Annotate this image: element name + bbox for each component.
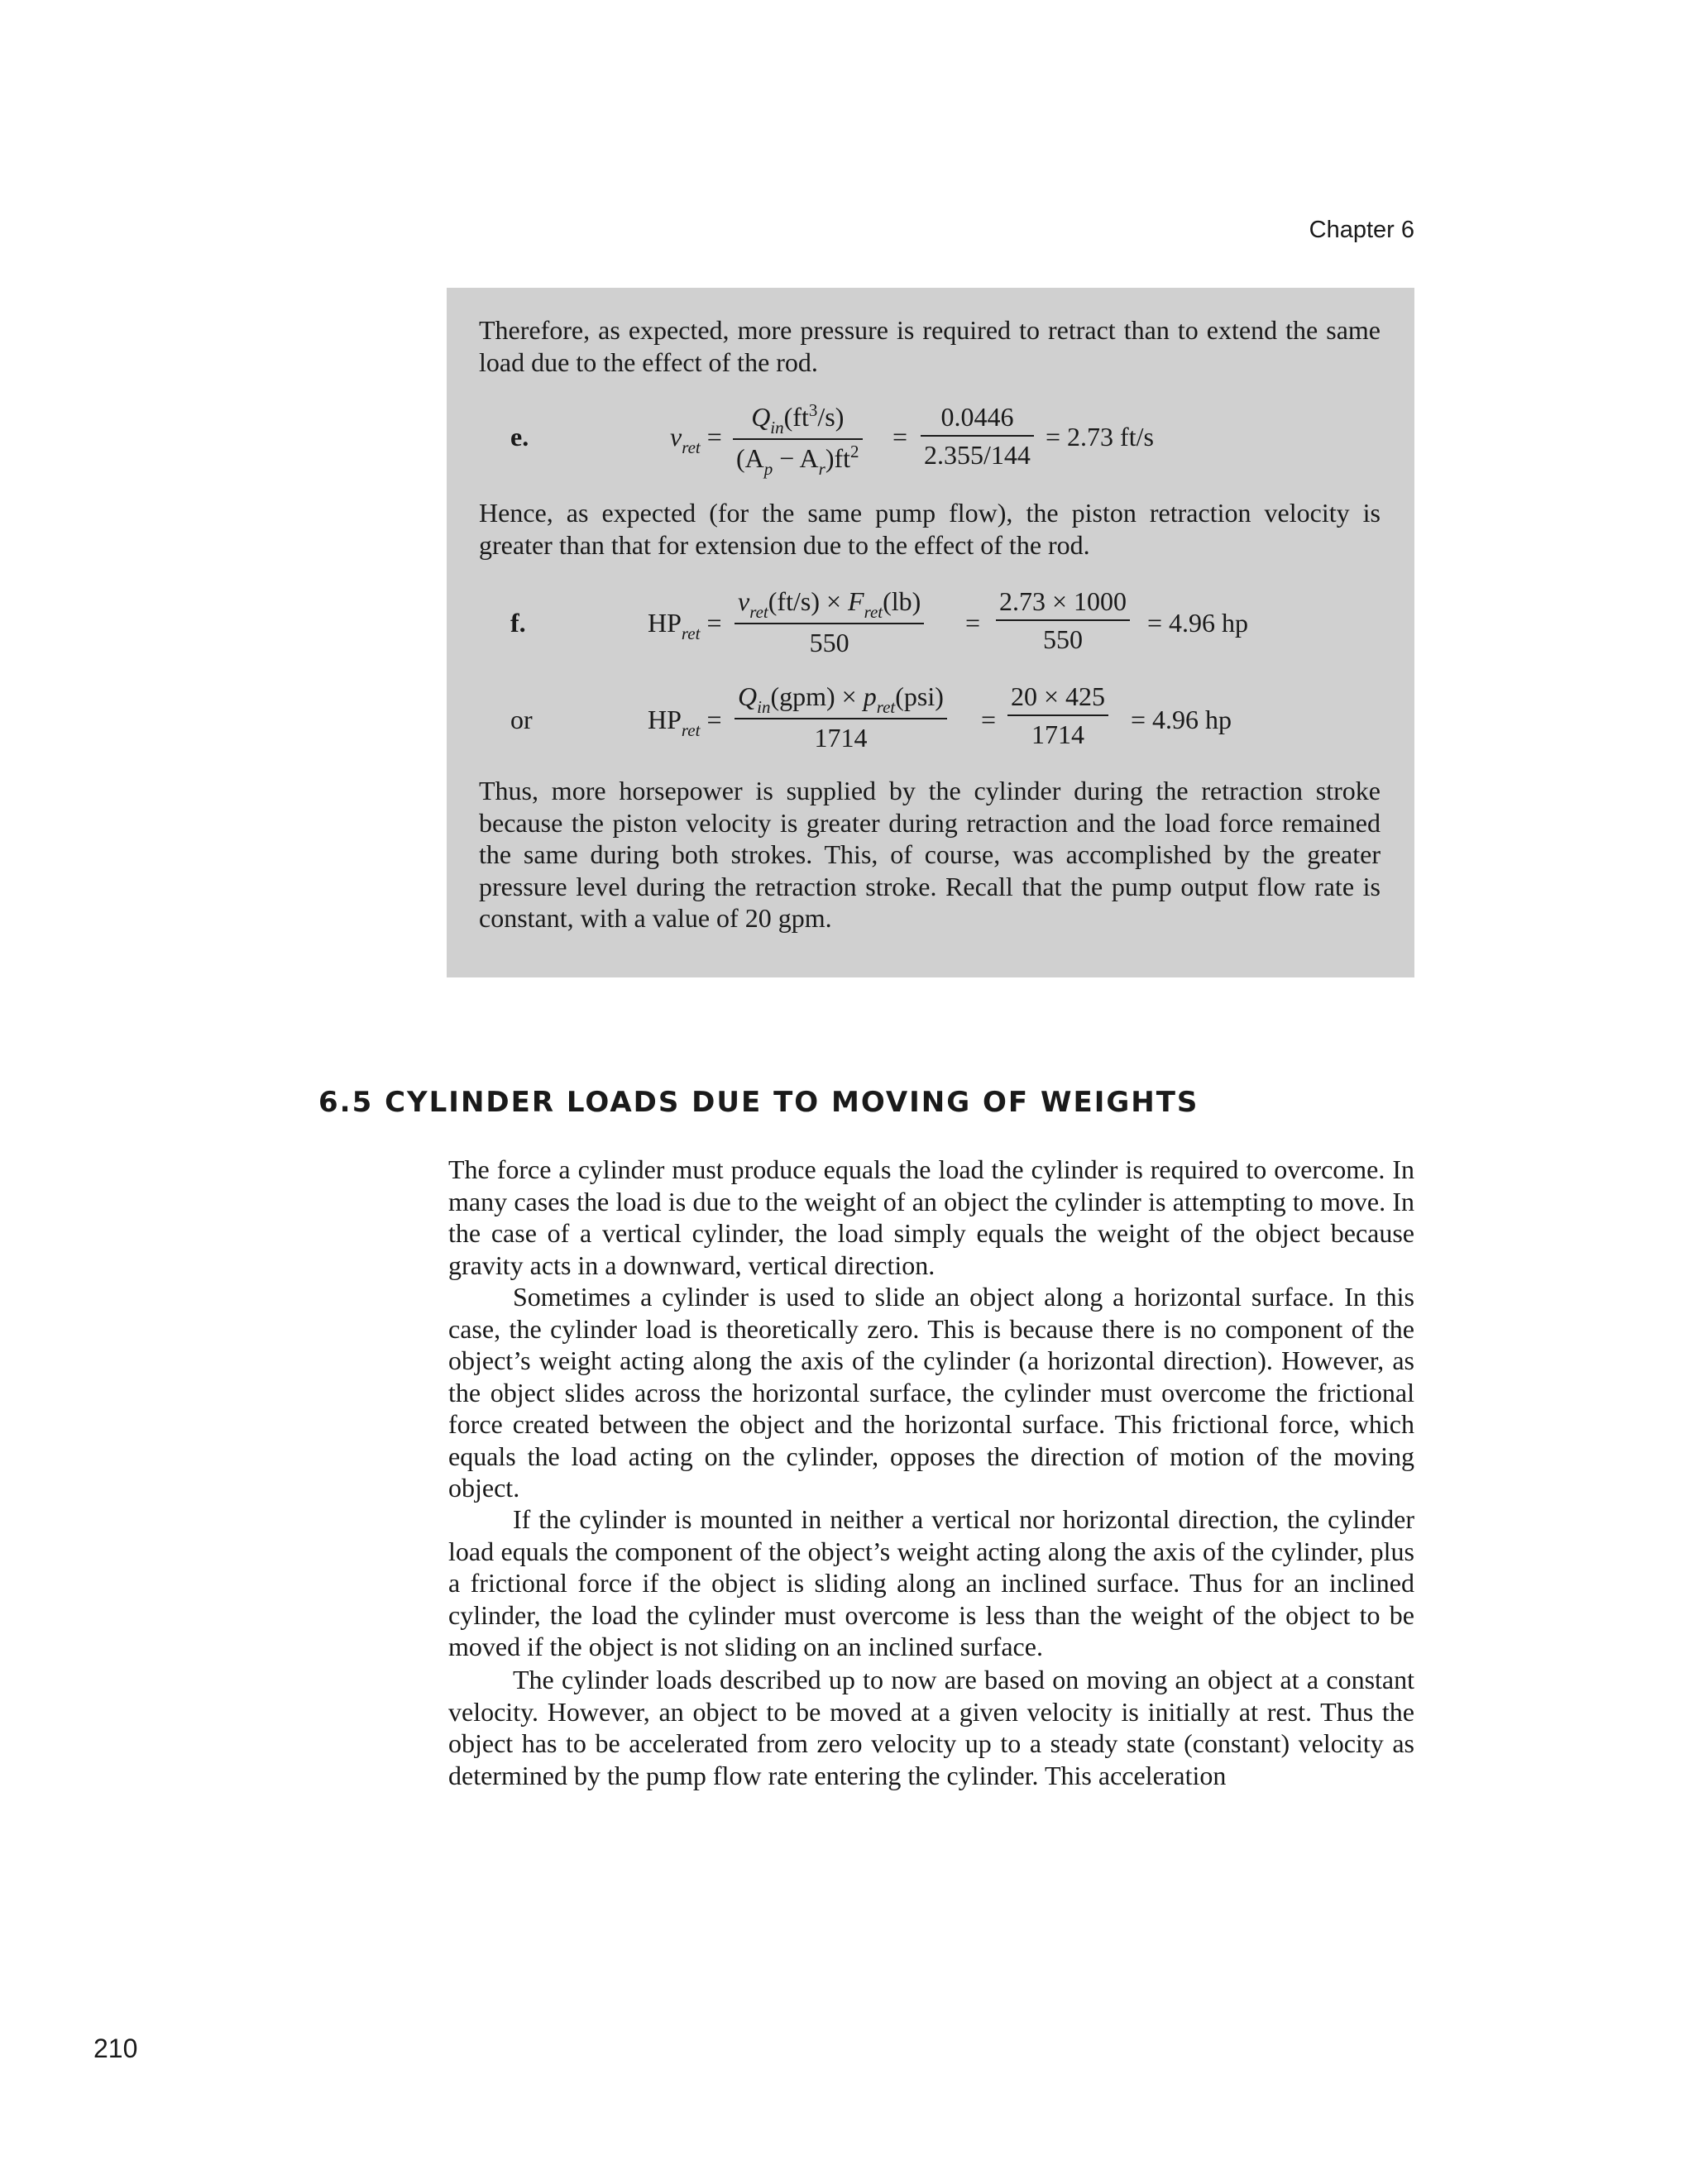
example-paragraph-2: Hence, as expected (for the same pump flow), the piston retraction velocity is greater than that for extension due to the effect of the rod. [479, 498, 1381, 560]
equation-fraction-numeric: 2.73 × 1000 550 [996, 583, 1130, 657]
equation-result: = 2.73 ft/s [1046, 422, 1154, 452]
example-paragraph-3: Thus, more horsepower is supplied by the cylinder during the retraction stroke because the piston velocity is greater during retraction and the load force remained the same during both strokes. This, of course, was accomplished by the greater pressure level during the retraction stroke. Recall that the pump output flow rate is constant, with a value of 20 gpm. [479, 776, 1381, 933]
equation-f2: or $HP_{ret}$ = $Q_{in}(gpm) \times p_{ret}(psi)$ 1714 = 20 × 425 1714 = 4.96 hp [447, 678, 1414, 761]
equation-result: = 4.96 hp [1147, 608, 1249, 638]
equation-lhs: $HP_{ret}$ = [648, 608, 722, 643]
equation-label: e. [510, 422, 529, 452]
running-head: Chapter 6 [1309, 217, 1414, 243]
example-paragraph-1: Therefore, as expected, more pressure is required to retract than to extend the same load due to the effect of the rod. [479, 315, 1381, 377]
equation-result: = 4.96 hp [1131, 705, 1232, 734]
equation-fraction-numeric: 0.0446 2.355/144 [921, 399, 1034, 473]
equation-fraction-symbolic: $Q_{in}(ft^3/s)$ $(A_p - A_r)ft^2$ [733, 399, 863, 480]
body-paragraph: Sometimes a cylinder is used to slide an object along a horizontal surface. In this case, the cylinder load is theoretically zero. This is because there is no component of the object’s weight acting along the axis of the cylinder (a horizontal direction). However, as the object slides across the horizontal surface, the cylinder must overcome the frictional force created between the object and the horizontal surface. This frictional force, which equals the load acting on the cylinder, opposes the direction of motion of the moving object. [448, 1282, 1414, 1503]
equation-lhs: $HP_{ret}$ = [648, 705, 722, 740]
equation-label: f. [510, 608, 526, 638]
section-heading: 6.5 CYLINDER LOADS DUE TO MOVING OF WEIGHTS [318, 1086, 1199, 1119]
equation-fraction-symbolic: $Q_{in}(gpm) \times p_{ret}(psi)$ 1714 [735, 678, 947, 756]
body-paragraph: If the cylinder is mounted in neither a vertical nor horizontal direction, the cylinder load equals the component of the object’s weight acting along the axis of the cylinder, plus a frictional force if the object is sliding along an inclined surface. Thus for an inclined cylinder, the load the cylinder must overcome is less than the weight of the object to be moved if the object is not sliding on an inclined surface. [448, 1504, 1414, 1661]
equation-label: or [510, 705, 533, 734]
equation-f1: f. $HP_{ret}$ = $v_{ret}(ft/s) \times F_{ret}(lb)$ 550 = 2.73 × 1000 550 = 4.96 hp [447, 583, 1414, 666]
equation-lhs: $v_{ret}$ = [670, 422, 722, 457]
equation-fraction-symbolic: $v_{ret}(ft/s) \times F_{ret}(lb)$ 550 [735, 583, 924, 661]
equation-fraction-numeric: 20 × 425 1714 [1007, 678, 1108, 753]
equation-e: e. $v_{ret}$ = $Q_{in}(ft^3/s)$ $(A_p - A_r)ft^2$ = 0.0446 2.355/144 = 2.73 ft/s [510, 400, 1154, 479]
page-number: 210 [93, 2033, 138, 2063]
body-paragraph: The cylinder loads described up to now are based on moving an object at a constant velocity. However, an object to be moved at a given velocity is initially at rest. Thus the object has to be accelerated from zero velocity up to a steady state (constant) velocity as determined by the pump flow rate entering the cylinder. This acceleration [448, 1665, 1414, 1790]
body-paragraph: The force a cylinder must produce equals the load the cylinder is required to overcome. In many cases the load is due to the weight of an object the cylinder is attempting to move. In the case of a vertical cylinder, the load simply equals the weight of the object because gravity acts in a downward, vertical direction. [448, 1154, 1414, 1280]
